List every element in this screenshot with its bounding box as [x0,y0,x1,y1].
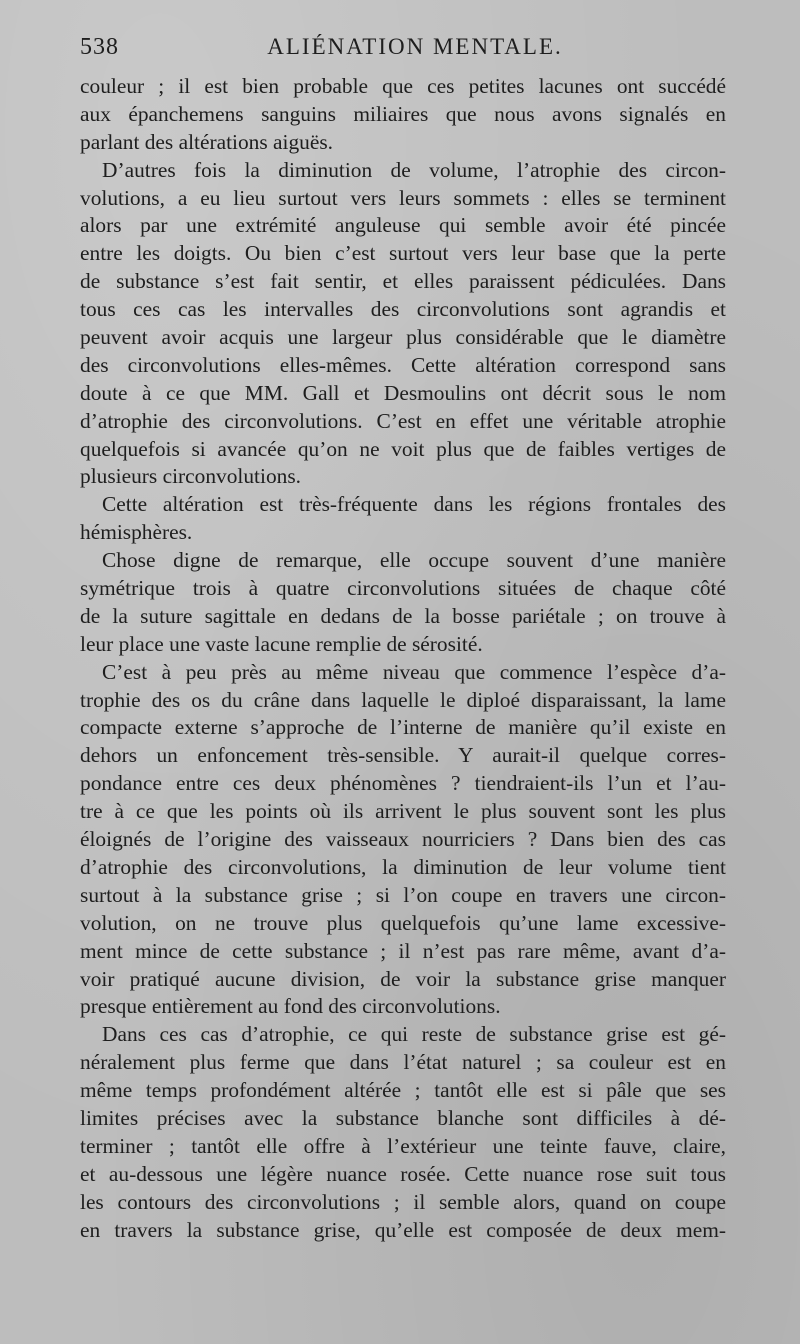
text-line: entre les doigts. Ou bien c’est surtout vers leur base que la perte [80,241,726,266]
text-line: des circonvolutions elles-mêmes. Cette altération correspond sans [80,352,726,377]
text-line: pondance entre ces deux phénomènes ? tiendraient-ils l’un et l’au- [80,771,726,796]
text-line: quelquefois si avancée qu’on ne voit plus que de faibles vertiges de [80,436,726,461]
text-line: ment mince de cette substance ; il n’est pas rare même, avant d’a- [80,938,726,963]
running-title: ALIÉNATION MENTALE. [267,34,563,59]
text-line: leur place une vaste lacune remplie de sérosité. [80,631,483,656]
text-line: éloignés de l’origine des vaisseaux nourriciers ? Dans bien des cas [80,827,726,852]
text-line: trophie des os du crâne dans laquelle le diploé disparaissant, la lame [80,687,726,712]
text-line: hémisphères. [80,520,193,545]
page-number: 538 [80,34,119,60]
text-line: Cette altération est très-fréquente dans les régions frontales des [102,492,726,517]
text-line: même temps profondément altérée ; tantôt elle est si pâle que ses [80,1078,726,1103]
text-line: volution, on ne trouve plus quelquefois qu’une lame excessive- [80,910,726,935]
page-header [80,30,720,70]
text-line: d’atrophie des circonvolutions, la diminution de leur volume tient [80,854,726,879]
text-line: surtout à la substance grise ; si l’on coupe en travers une circon- [80,882,726,907]
text-line: en travers la substance grise, qu’elle est composée de deux mem- [80,1217,726,1242]
text-line: C’est à peu près au même niveau que commence l’espèce d’a- [102,659,726,684]
text-line: les contours des circonvolutions ; il semble alors, quand on coupe [80,1189,726,1214]
text-line: symétrique trois à quatre circonvolutions situées de chaque côté [80,576,726,601]
text-line: néralement plus ferme que dans l’état naturel ; sa couleur est en [80,1050,726,1075]
text-line: Chose digne de remarque, elle occupe souvent d’une manière [102,548,726,573]
text-line: peuvent avoir acquis une largeur plus considérable que le diamètre [80,325,726,350]
text-line: Dans ces cas d’atrophie, ce qui reste de substance grise est gé- [102,1022,726,1047]
text-line: dehors un enfoncement très-sensible. Y aurait-il quelque corres- [80,743,726,768]
text-line: d’atrophie des circonvolutions. C’est en effet une véritable atrophie [80,408,726,433]
text-line: aux épanchemens sanguins miliaires que nous avons signalés en [80,101,726,126]
text-line: doute à ce que MM. Gall et Desmoulins ont décrit sous le nom [80,380,726,405]
text-line: couleur ; il est bien probable que ces petites lacunes ont succédé [80,74,726,98]
text-line: voir pratiqué aucune division, de voir la substance grise manquer [80,966,726,991]
text-line: terminer ; tantôt elle offre à l’extérieur une teinte fauve, claire, [80,1133,726,1158]
text-line: volutions, a eu lieu surtout vers leurs sommets : elles se terminent [80,185,726,210]
text-line: D’autres fois la diminution de volume, l’atrophie des circon- [102,157,726,182]
text-line: et au-dessous une légère nuance rosée. Cette nuance rose suit tous [80,1161,726,1186]
text-line: tous ces cas les intervalles des circonvolutions sont agrandis et [80,297,726,322]
text-line: plusieurs circonvolutions. [80,464,302,489]
text-line: presque entièrement au fond des circonvolutions. [80,994,501,1019]
text-line: alors par une extrémité anguleuse qui semble avoir été pincée [80,213,726,238]
text-line: tre à ce que les points où ils arrivent le plus souvent sont les plus [80,799,726,824]
text-line: limites précises avec la substance blanche sont difficiles à dé- [80,1105,726,1130]
text-line: parlant des altérations aiguës. [80,129,334,154]
text-line: de la suture sagittale en dedans de la bosse pariétale ; on trouve à [80,603,726,628]
text-line: compacte externe s’approche de l’interne de manière qu’il existe en [80,715,726,740]
body-text [80,73,726,1244]
text-line: de substance s’est fait sentir, et elles paraissent pédiculées. Dans [80,269,726,294]
